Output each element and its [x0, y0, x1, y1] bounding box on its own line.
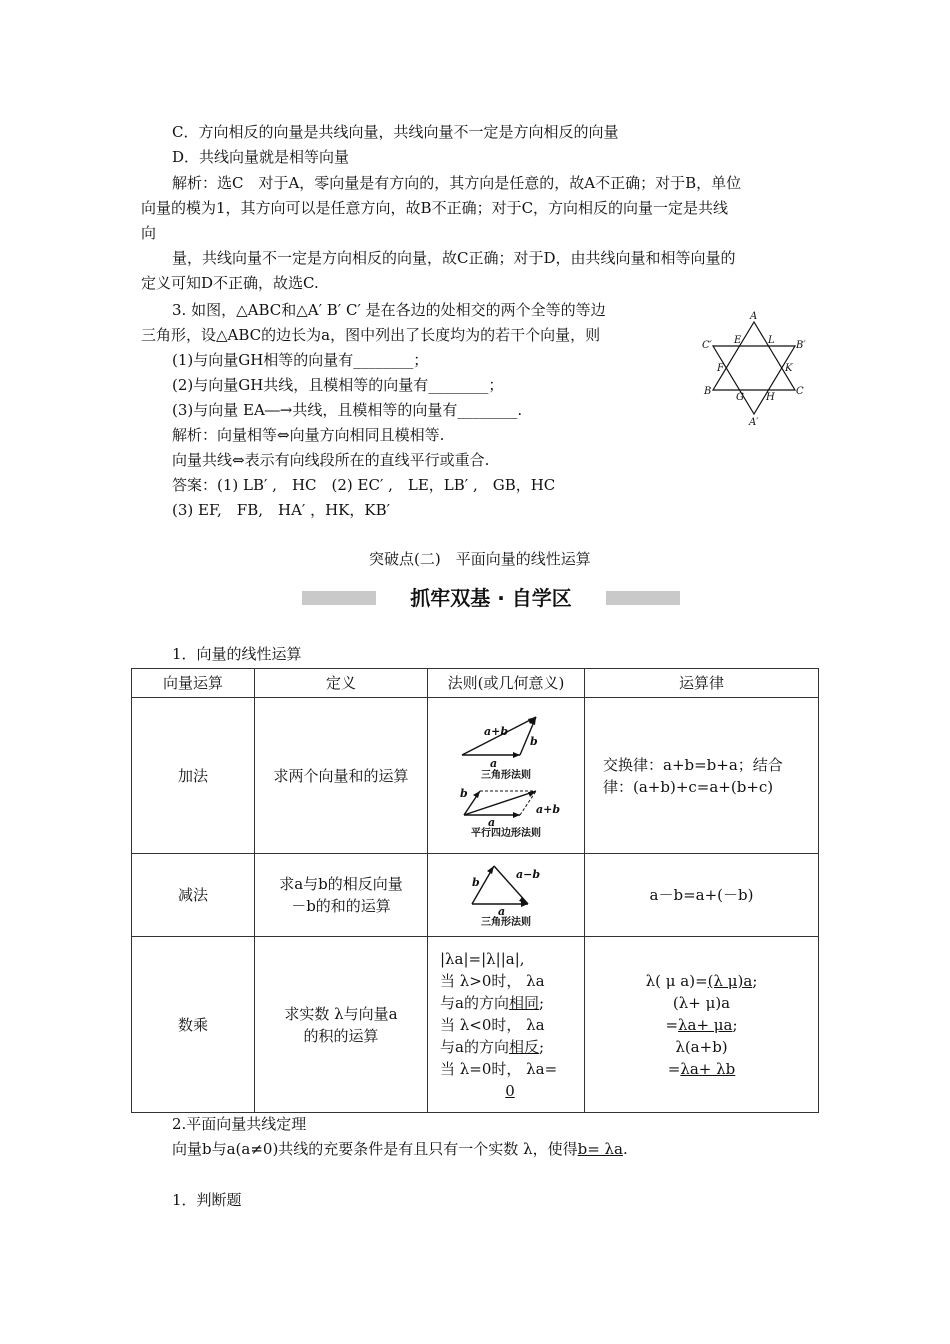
scalar-def-line-1: 求实数 λ与向量a	[284, 1004, 398, 1023]
fig1-sum-label: a+b	[484, 724, 509, 738]
scalar-rule-5a: 与a的方向	[440, 1037, 509, 1056]
scalar-rule-line-5	[440, 1036, 580, 1058]
answer-line-2: (3) EF, FB, HA′ ，HK，KB′	[172, 501, 391, 519]
scalar-law-line-1	[589, 970, 814, 992]
subtraction-def-line-2: －b的和的运算	[291, 897, 391, 915]
triangle-rule-figure	[456, 711, 556, 769]
option-c: C．方向相反的向量是共线向量，共线向量不一定是方向相反的向量	[172, 123, 619, 141]
header-laws: 运算律	[585, 669, 819, 698]
answer-line-1: 答案：(1) LB′ , HC (2) EC′ , LE，LB′ , GB，HC	[172, 476, 556, 494]
scalar-rule-3b: ;	[538, 993, 545, 1012]
sub-fig-a-label: a	[498, 905, 506, 918]
solution-line-3: 向	[141, 224, 157, 242]
solution-line-5: 定义可知D不正确，故选C.	[141, 274, 319, 292]
scalar-law-1-answer: (λ μ)a	[707, 971, 753, 990]
section-banner	[302, 585, 680, 611]
label-b-prime: B′	[796, 340, 806, 351]
scalar-rule-same-direction: 相同	[508, 993, 539, 1012]
label-b: B	[704, 386, 712, 397]
parallelogram-rule-figure	[456, 783, 561, 829]
fig2-b-label: b	[460, 786, 468, 800]
scalar-rule-zero: 0	[505, 1081, 515, 1100]
fig1-b-label: b	[530, 734, 538, 748]
scalar-law-5a: =	[667, 1059, 681, 1078]
header-definition: 定义	[255, 669, 428, 698]
scalar-rule-line-6: 当 λ=0时， λa=	[440, 1059, 558, 1078]
scalar-law-line-2: (λ+ μ)a	[672, 993, 731, 1012]
scalar-law-line-3	[589, 1014, 814, 1036]
addition-law-line-2: 律：(a+b)+c=a+(b+c)	[603, 777, 774, 796]
addition-definition: 求两个向量和的运算	[255, 698, 428, 854]
question-3-part-1: (1)与向量GH相等的向量有________；	[172, 351, 429, 369]
scalar-law-3a: =	[665, 1015, 679, 1034]
sub-fig-b-label: b	[472, 876, 480, 889]
analysis-line-2: 向量共线⇔表示有向线段所在的直线平行或重合.	[172, 451, 490, 469]
table-row-subtraction	[132, 854, 819, 937]
scalar-law-1a: λ( μ a)=	[645, 971, 708, 990]
addition-laws	[585, 698, 819, 854]
parallelogram-rule-caption: 平行四边形法则	[471, 827, 541, 839]
table-row-scalar-multiplication	[132, 937, 819, 1113]
scalar-rule-line-2: 当 λ>0时， λa	[440, 971, 545, 990]
triangle-rule-caption: 三角形法则	[481, 769, 531, 781]
label-h: H	[766, 392, 775, 403]
solution-line-1: 解析：选C 对于A，零向量是有方向的，其方向是任意的，故A不正确；对于B，单位	[172, 174, 742, 192]
banner-title: 抓牢双基 · 自学区	[410, 586, 572, 610]
collinear-theorem-text	[172, 1138, 628, 1160]
analysis-line-1: 解析：向量相等⇔向量方向相同且模相等.	[172, 426, 445, 444]
subtraction-rule	[428, 854, 585, 937]
scalar-rule-line-3	[440, 992, 580, 1014]
theorem-post: .	[622, 1140, 628, 1158]
addition-law-line-1: 交换律：a+b=b+a；结合	[603, 755, 783, 774]
heading-collinear-theorem: 2.平面向量共线定理	[172, 1115, 307, 1133]
header-rule: 法则(或几何意义)	[428, 669, 585, 698]
scalar-law-1b: ;	[752, 971, 758, 990]
hexagram-figure	[700, 308, 810, 428]
scalar-rule-5b: ;	[538, 1037, 545, 1056]
section-title: 突破点(二) 平面向量的线性运算	[369, 550, 591, 568]
table-row-addition	[132, 698, 819, 854]
solution-line-4: 量，共线向量不一定是方向相反的向量，故C正确；对于D，由共线向量和相等向量的	[172, 249, 736, 267]
label-c-prime: C′	[702, 340, 712, 351]
label-f: F	[717, 363, 724, 374]
scalar-rule-line-4: 当 λ<0时， λa	[440, 1015, 545, 1034]
sub-fig-diff-label: a−b	[516, 868, 541, 881]
label-l: L	[768, 335, 775, 346]
scalar-laws	[585, 937, 819, 1113]
scalar-law-3b: ;	[732, 1015, 738, 1034]
heading-judgement: 1．判断题	[172, 1191, 242, 1209]
question-3-line-1: 3. 如图，△ABC和△A′ B′ C′ 是在各边的处相交的两个全等的等边	[172, 301, 606, 319]
scalar-definition	[255, 937, 428, 1113]
scalar-rule-3a: 与a的方向	[440, 993, 509, 1012]
question-3-part-3: (3)与向量 EA―→共线，且模相等的向量有________.	[172, 401, 523, 419]
question-3-line-2: 三角形，设△ABC的边长为a，图中列出了长度均为的若干个向量，则	[141, 326, 601, 344]
banner-right-bar	[606, 591, 680, 605]
label-c: C	[796, 386, 804, 397]
label-a: A	[750, 311, 758, 322]
label-k: K	[785, 363, 793, 374]
scalar-rule-line-7	[440, 1080, 580, 1102]
subtraction-def-line-1: 求a与b的相反向量	[279, 875, 403, 893]
header-operation: 向量运算	[132, 669, 255, 698]
scalar-law-3-answer: λa+ μa	[678, 1015, 733, 1034]
option-d: D．共线向量就是相等向量	[172, 148, 350, 166]
banner-left-bar	[302, 591, 376, 605]
heading-linear-operations: 1．向量的线性运算	[172, 645, 302, 663]
subtraction-triangle-figure	[456, 860, 556, 916]
theorem-pre: 向量b与a(a≠0)共线的充要条件是有且只有一个实数 λ，使得	[172, 1140, 578, 1158]
fig2-sum-label: a+b	[536, 802, 561, 816]
question-3-part-2: (2)与向量GH共线，且模相等的向量有________；	[172, 376, 504, 394]
operations-table	[131, 668, 819, 1113]
addition-name: 加法	[132, 698, 255, 854]
subtraction-law: a－b=a+(－b)	[585, 854, 819, 937]
subtraction-definition	[255, 854, 428, 937]
scalar-law-line-5	[589, 1058, 814, 1080]
scalar-law-line-4: λ(a+b)	[675, 1037, 728, 1056]
scalar-law-5-answer: λa+ λb	[680, 1059, 736, 1078]
addition-rule	[428, 698, 585, 854]
label-g: G	[736, 392, 744, 403]
scalar-rule	[428, 937, 585, 1113]
scalar-name: 数乘	[132, 937, 255, 1113]
label-a-prime: A′	[749, 417, 759, 428]
theorem-answer: b= λa	[577, 1140, 623, 1158]
fig2-a-label: a	[488, 815, 496, 829]
scalar-rule-line-1: |λa|=|λ||a|,	[440, 949, 525, 968]
table-header-row	[132, 669, 819, 698]
scalar-def-line-2: 的积的运算	[303, 1026, 379, 1045]
scalar-rule-opposite-direction: 相反	[508, 1037, 539, 1056]
subtraction-name: 减法	[132, 854, 255, 937]
label-e: E	[734, 335, 742, 346]
fig1-a-label: a	[490, 756, 498, 770]
subtraction-rule-caption: 三角形法则	[481, 917, 531, 928]
solution-line-2: 向量的模为1，其方向可以是任意方向，故B不正确；对于C，方向相反的向量一定是共线	[141, 199, 729, 217]
